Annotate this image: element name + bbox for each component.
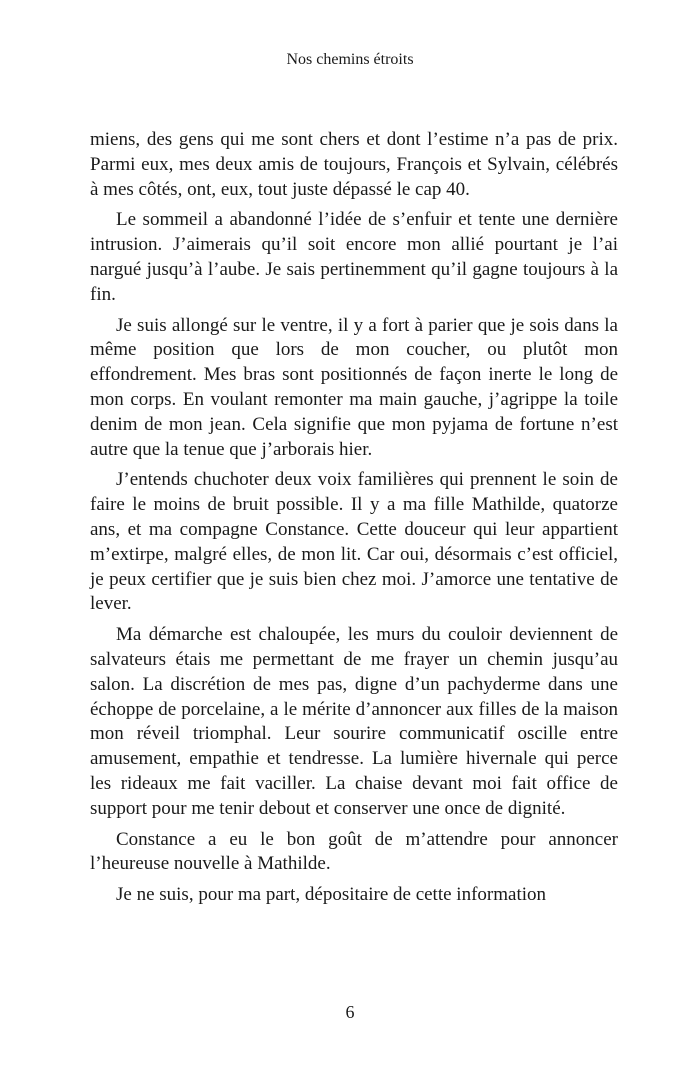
body-text (90, 128, 618, 914)
paragraph-6: Constance a eu le bon goût de m’attendre pour annoncer l’heureuse nouvelle à Mathilde. (90, 828, 618, 875)
page-number: 6 (345, 1002, 355, 1022)
paragraph-5: Ma démarche est chaloupée, les murs du couloir deviennent de salvateurs étais me permettant de me frayer un chemin jusqu’au salon. La discrétion de mes pas, digne d’un pachyderme dans une échoppe de porcelaine, a le mérite d’annoncer aux filles de la maison mon réveil triomphal. Leur sourire communicatif oscille entre amusement, empathie et tendresse. La lumière hivernale qui perce les rideaux me fait vaciller. La chaise devant moi fait office de support pour me tenir debout et conserver une once de dignité. (90, 624, 618, 819)
running-header-title: Nos chemins étroits (286, 51, 414, 68)
paragraph-1: miens, des gens qui me sont chers et dont l’estime n’a pas de prix. Parmi eux, mes deux amis de toujours, François et Sylvain, célébrés à mes côtés, ont, eux, tout juste dépassé le cap 40. (90, 129, 618, 200)
paragraph-4: J’entends chuchoter deux voix familières qui prennent le soin de faire le moins de bruit possible. Il y a ma fille Mathilde, quatorze ans, et ma compagne Constance. Cette douceur qui leur appartient m’extirpe, malgré elles, de mon lit. Car oui, désormais c’est officiel, je peux certifier que je suis bien chez moi. J’amorce une tentative de lever. (90, 469, 618, 615)
paragraph-3: Je suis allongé sur le ventre, il y a fort à parier que je sois dans la même position que lors de mon coucher, ou plutôt mon effondrement. Mes bras sont positionnés de façon inerte le long de mon corps. En voulant remonter ma main gauche, j’agrippe la toile denim de mon jean. Cela signifie que mon pyjama de fortune n’est autre que la tenue que j’arborais hier. (90, 314, 618, 460)
paragraph-7: Je ne suis, pour ma part, dépositaire de cette information (116, 884, 547, 906)
paragraph-2: Le sommeil a abandonné l’idée de s’enfuir et tente une dernière intrusion. J’aimerais qu’il soit encore mon allié pourtant je l’ai nargué jusqu’à l’aube. Je sais pertinemment qu’il gagne toujours à la fin. (90, 209, 618, 305)
